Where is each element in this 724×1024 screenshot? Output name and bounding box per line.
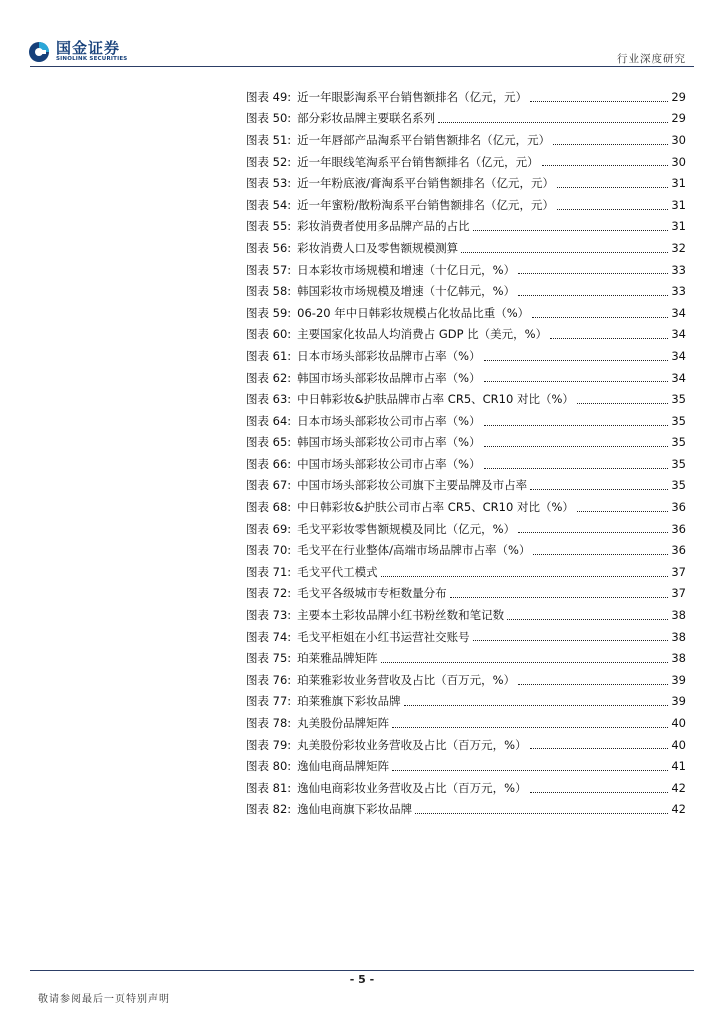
toc-row[interactable] bbox=[246, 432, 686, 454]
toc-leader-dots bbox=[533, 553, 668, 555]
toc-figure-label: 图表 54: bbox=[246, 197, 292, 212]
toc-row[interactable] bbox=[246, 129, 686, 151]
toc-page-number: 34 bbox=[671, 305, 686, 320]
toc-leader-dots bbox=[381, 575, 669, 577]
toc-figure-label: 图表 66: bbox=[246, 456, 292, 471]
toc-row[interactable] bbox=[246, 237, 686, 259]
toc-page-number: 35 bbox=[671, 478, 686, 493]
toc-figure-label: 图表 68: bbox=[246, 500, 292, 515]
toc-figure-title: 彩妆消费者使用多品牌产品的占比 bbox=[297, 219, 470, 234]
toc-row[interactable] bbox=[246, 583, 686, 605]
toc-leader-dots bbox=[530, 488, 668, 490]
toc-page-number: 41 bbox=[671, 759, 686, 774]
toc-row[interactable] bbox=[246, 647, 686, 669]
toc-page-number: 39 bbox=[671, 694, 686, 709]
toc-page-number: 34 bbox=[671, 370, 686, 385]
toc-figure-title: 珀莱雅品牌矩阵 bbox=[297, 651, 378, 666]
toc-row[interactable] bbox=[246, 108, 686, 130]
toc-leader-dots bbox=[507, 618, 668, 620]
toc-row[interactable] bbox=[246, 669, 686, 691]
toc-row[interactable] bbox=[246, 496, 686, 518]
toc-figure-title: 韩国市场头部彩妆品牌市占率（%） bbox=[297, 370, 481, 385]
toc-figure-label: 图表 52: bbox=[246, 154, 292, 169]
page-header bbox=[0, 0, 724, 70]
toc-leader-dots bbox=[530, 100, 668, 102]
toc-row[interactable] bbox=[246, 755, 686, 777]
toc-page-number: 31 bbox=[671, 219, 686, 234]
toc-leader-dots bbox=[577, 510, 668, 512]
table-of-figures bbox=[246, 86, 686, 820]
toc-figure-label: 图表 50: bbox=[246, 111, 292, 126]
toc-figure-label: 图表 69: bbox=[246, 521, 292, 536]
toc-figure-label: 图表 62: bbox=[246, 370, 292, 385]
toc-row[interactable] bbox=[246, 475, 686, 497]
toc-leader-dots bbox=[415, 812, 668, 814]
toc-figure-label: 图表 59: bbox=[246, 305, 292, 320]
toc-leader-dots bbox=[392, 769, 668, 771]
toc-row[interactable] bbox=[246, 777, 686, 799]
toc-row[interactable] bbox=[246, 259, 686, 281]
toc-row[interactable] bbox=[246, 691, 686, 713]
toc-figure-label: 图表 58: bbox=[246, 284, 292, 299]
toc-leader-dots bbox=[484, 359, 669, 361]
brand-name-cn: 国金证券 bbox=[56, 39, 121, 57]
toc-page-number: 37 bbox=[671, 586, 686, 601]
toc-figure-title: 中国市场头部彩妆公司市占率（%） bbox=[297, 456, 481, 471]
toc-leader-dots bbox=[404, 704, 669, 706]
toc-page-number: 36 bbox=[671, 521, 686, 536]
toc-figure-title: 中日韩彩妆&护肤品牌市占率 CR5、CR10 对比（%） bbox=[297, 392, 574, 407]
toc-page-number: 33 bbox=[671, 284, 686, 299]
header-divider bbox=[30, 66, 694, 67]
toc-leader-dots bbox=[473, 639, 669, 641]
toc-figure-label: 图表 78: bbox=[246, 716, 292, 731]
toc-figure-label: 图表 73: bbox=[246, 608, 292, 623]
toc-row[interactable] bbox=[246, 518, 686, 540]
toc-page-number: 39 bbox=[671, 672, 686, 687]
toc-leader-dots bbox=[518, 272, 668, 274]
toc-row[interactable] bbox=[246, 367, 686, 389]
toc-leader-dots bbox=[484, 380, 669, 382]
toc-row[interactable] bbox=[246, 151, 686, 173]
brand-logo bbox=[28, 40, 127, 63]
toc-figure-label: 图表 51: bbox=[246, 132, 292, 147]
toc-page-number: 32 bbox=[671, 240, 686, 255]
toc-page-number: 36 bbox=[671, 500, 686, 515]
toc-row[interactable] bbox=[246, 86, 686, 108]
toc-leader-dots bbox=[553, 143, 668, 145]
toc-page-number: 38 bbox=[671, 608, 686, 623]
toc-page-number: 31 bbox=[671, 176, 686, 191]
toc-page-number: 38 bbox=[671, 629, 686, 644]
toc-page-number: 34 bbox=[671, 327, 686, 342]
toc-figure-label: 图表 64: bbox=[246, 413, 292, 428]
toc-page-number: 37 bbox=[671, 564, 686, 579]
toc-figure-title: 珀莱雅旗下彩妆品牌 bbox=[297, 694, 401, 709]
report-type: 行业深度研究 bbox=[617, 53, 686, 65]
toc-figure-title: 近一年蜜粉/散粉淘系平台销售额排名（亿元，元） bbox=[297, 197, 555, 212]
toc-figure-title: 近一年粉底液/膏淘系平台销售额排名（亿元，元） bbox=[297, 176, 555, 191]
toc-page-number: 34 bbox=[671, 348, 686, 363]
toc-figure-title: 韩国彩妆市场规模及增速（十亿韩元，%） bbox=[297, 284, 516, 299]
toc-figure-title: 逸仙电商旗下彩妆品牌 bbox=[297, 802, 413, 817]
toc-figure-label: 图表 61: bbox=[246, 348, 292, 363]
toc-page-number: 35 bbox=[671, 413, 686, 428]
toc-row[interactable] bbox=[246, 172, 686, 194]
toc-leader-dots bbox=[518, 683, 668, 685]
toc-figure-label: 图表 74: bbox=[246, 629, 292, 644]
toc-figure-label: 图表 72: bbox=[246, 586, 292, 601]
toc-page-number: 36 bbox=[671, 543, 686, 558]
toc-figure-title: 部分彩妆品牌主要联名系列 bbox=[297, 111, 436, 126]
toc-leader-dots bbox=[381, 661, 669, 663]
toc-leader-dots bbox=[530, 747, 669, 749]
toc-figure-label: 图表 65: bbox=[246, 435, 292, 450]
toc-figure-label: 图表 76: bbox=[246, 672, 292, 687]
logo-mark-icon bbox=[28, 41, 50, 63]
toc-figure-title: 丸美股份彩妆业务营收及占比（百万元，%） bbox=[297, 737, 527, 752]
toc-figure-label: 图表 81: bbox=[246, 780, 292, 795]
toc-figure-title: 韩国市场头部彩妆公司市占率（%） bbox=[297, 435, 481, 450]
toc-leader-dots bbox=[484, 445, 669, 447]
toc-figure-title: 近一年眼线笔淘系平台销售额排名（亿元，元） bbox=[297, 154, 539, 169]
toc-row[interactable] bbox=[246, 539, 686, 561]
toc-row[interactable] bbox=[246, 216, 686, 238]
toc-figure-title: 中国市场头部彩妆公司旗下主要品牌及市占率 bbox=[297, 478, 528, 493]
footer-divider bbox=[30, 970, 694, 971]
toc-figure-label: 图表 63: bbox=[246, 392, 292, 407]
toc-row[interactable] bbox=[246, 302, 686, 324]
toc-figure-label: 图表 53: bbox=[246, 176, 292, 191]
toc-figure-title: 毛戈平在行业整体/高端市场品牌市占率（%） bbox=[297, 543, 531, 558]
toc-leader-dots bbox=[542, 164, 669, 166]
page-number: - 5 - bbox=[349, 973, 375, 986]
toc-row[interactable] bbox=[246, 194, 686, 216]
toc-page-number: 30 bbox=[671, 132, 686, 147]
toc-figure-label: 图表 70: bbox=[246, 543, 292, 558]
toc-figure-title: 日本市场头部彩妆品牌市占率（%） bbox=[297, 348, 481, 363]
toc-page-number: 35 bbox=[671, 456, 686, 471]
toc-row[interactable] bbox=[246, 734, 686, 756]
toc-figure-title: 彩妆消费人口及零售额规模测算 bbox=[297, 240, 459, 255]
brand-name-en: SINOLINK SECURITIES bbox=[56, 56, 128, 62]
toc-figure-label: 图表 49: bbox=[246, 89, 292, 104]
toc-page-number: 30 bbox=[671, 154, 686, 169]
toc-figure-title: 中日韩彩妆&护肤公司市占率 CR5、CR10 对比（%） bbox=[297, 500, 574, 515]
toc-leader-dots bbox=[450, 596, 669, 598]
toc-figure-title: 主要本土彩妆品牌小红书粉丝数和笔记数 bbox=[297, 608, 505, 623]
toc-row[interactable] bbox=[246, 410, 686, 432]
toc-figure-label: 图表 82: bbox=[246, 802, 292, 817]
toc-figure-title: 主要国家化妆品人均消费占 GDP 比（美元，%） bbox=[297, 327, 548, 342]
toc-row[interactable] bbox=[246, 604, 686, 626]
toc-figure-title: 丸美股份品牌矩阵 bbox=[297, 716, 390, 731]
toc-row[interactable] bbox=[246, 712, 686, 734]
toc-leader-dots bbox=[530, 791, 669, 793]
toc-leader-dots bbox=[473, 229, 669, 231]
toc-figure-title: 日本市场头部彩妆公司市占率（%） bbox=[297, 413, 481, 428]
toc-figure-label: 图表 77: bbox=[246, 694, 292, 709]
toc-row[interactable] bbox=[246, 324, 686, 346]
toc-leader-dots bbox=[438, 121, 668, 123]
toc-figure-title: 日本彩妆市场规模和增速（十亿日元，%） bbox=[297, 262, 516, 277]
toc-figure-label: 图表 55: bbox=[246, 219, 292, 234]
toc-leader-dots bbox=[557, 186, 668, 188]
toc-page-number: 42 bbox=[671, 780, 686, 795]
toc-page-number: 42 bbox=[671, 802, 686, 817]
toc-leader-dots bbox=[557, 208, 668, 210]
toc-page-number: 38 bbox=[671, 651, 686, 666]
toc-leader-dots bbox=[518, 294, 668, 296]
toc-leader-dots bbox=[484, 424, 669, 426]
toc-figure-label: 图表 56: bbox=[246, 240, 292, 255]
toc-figure-label: 图表 71: bbox=[246, 564, 292, 579]
toc-figure-label: 图表 79: bbox=[246, 737, 292, 752]
toc-figure-title: 毛戈平代工模式 bbox=[297, 564, 378, 579]
toc-leader-dots bbox=[577, 402, 668, 404]
toc-leader-dots bbox=[532, 316, 668, 318]
toc-leader-dots bbox=[392, 726, 668, 728]
toc-figure-title: 逸仙电商彩妆业务营收及占比（百万元，%） bbox=[297, 780, 527, 795]
toc-figure-label: 图表 57: bbox=[246, 262, 292, 277]
toc-page-number: 40 bbox=[671, 716, 686, 731]
toc-row[interactable] bbox=[246, 453, 686, 475]
toc-figure-label: 图表 67: bbox=[246, 478, 292, 493]
toc-figure-label: 图表 75: bbox=[246, 651, 292, 666]
toc-page-number: 35 bbox=[671, 392, 686, 407]
toc-page-number: 29 bbox=[671, 89, 686, 104]
toc-row[interactable] bbox=[246, 561, 686, 583]
toc-row[interactable] bbox=[246, 799, 686, 821]
toc-figure-title: 逸仙电商品牌矩阵 bbox=[297, 759, 390, 774]
toc-leader-dots bbox=[518, 531, 668, 533]
toc-figure-label: 图表 60: bbox=[246, 327, 292, 342]
toc-figure-title: 近一年唇部产品淘系平台销售额排名（亿元，元） bbox=[297, 132, 551, 147]
toc-page-number: 29 bbox=[671, 111, 686, 126]
toc-figure-title: 近一年眼影淘系平台销售额排名（亿元，元） bbox=[297, 89, 528, 104]
toc-figure-title: 06-20 年中日韩彩妆规模占化妆品比重（%） bbox=[297, 305, 530, 320]
toc-figure-title: 毛戈平各级城市专柜数量分布 bbox=[297, 586, 447, 601]
toc-leader-dots bbox=[461, 251, 668, 253]
toc-leader-dots bbox=[484, 467, 669, 469]
toc-leader-dots bbox=[550, 337, 668, 339]
toc-page-number: 31 bbox=[671, 197, 686, 212]
toc-row[interactable] bbox=[246, 388, 686, 410]
toc-page-number: 35 bbox=[671, 435, 686, 450]
toc-page-number: 40 bbox=[671, 737, 686, 752]
toc-figure-title: 毛戈平柜姐在小红书运营社交账号 bbox=[297, 629, 470, 644]
toc-figure-title: 珀莱雅彩妆业务营收及占比（百万元，%） bbox=[297, 672, 516, 687]
toc-page-number: 33 bbox=[671, 262, 686, 277]
toc-row[interactable] bbox=[246, 626, 686, 648]
toc-figure-title: 毛戈平彩妆零售额规模及同比（亿元，%） bbox=[297, 521, 516, 536]
toc-row[interactable] bbox=[246, 345, 686, 367]
footer-disclaimer: 敬请参阅最后一页特别声明 bbox=[38, 994, 170, 1005]
toc-figure-label: 图表 80: bbox=[246, 759, 292, 774]
toc-row[interactable] bbox=[246, 280, 686, 302]
